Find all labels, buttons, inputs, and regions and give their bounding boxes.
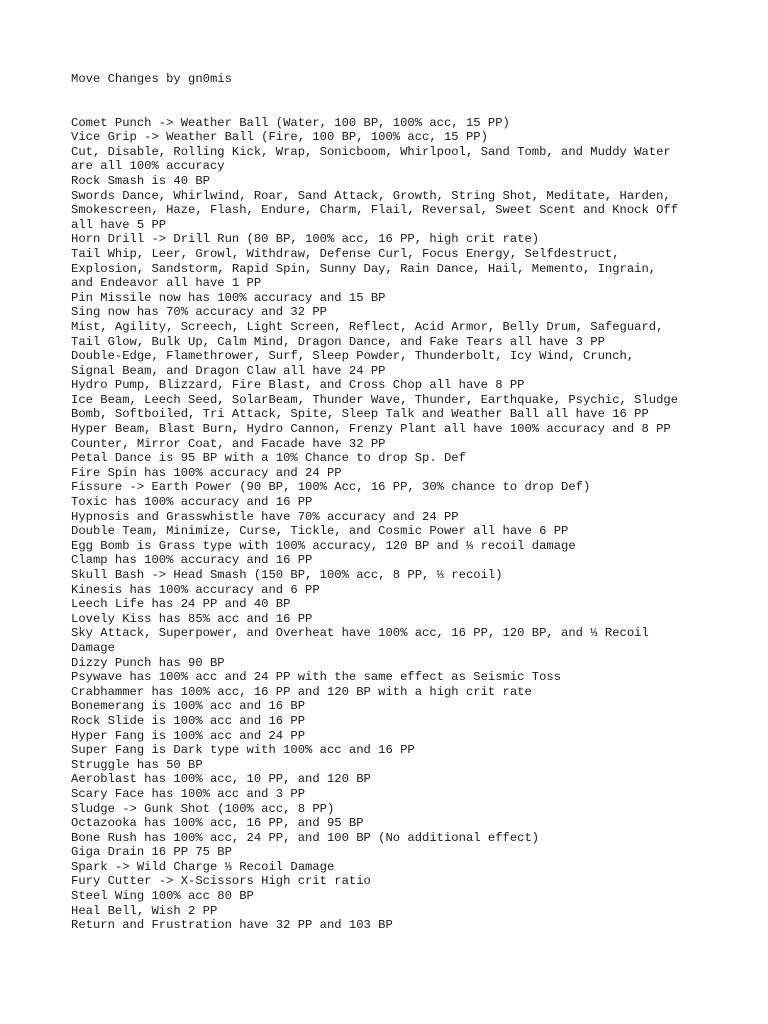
text-line: Bomb, Softboiled, Tri Attack, Spite, Sleep Talk and Weather Ball all have 16 PP: [71, 407, 649, 422]
text-line: Giga Drain 16 PP 75 BP: [71, 845, 232, 860]
move-changes-list: [71, 116, 731, 933]
text-line: Clamp has 100% accuracy and 16 PP: [71, 553, 313, 568]
text-line: Sing now has 70% accuracy and 32 PP: [71, 305, 327, 320]
text-line: Leech Life has 24 PP and 40 BP: [71, 597, 291, 612]
text-line: Explosion, Sandstorm, Rapid Spin, Sunny Day, Rain Dance, Hail, Memento, Ingrain,: [71, 261, 657, 276]
text-line: Petal Dance is 95 BP with a 10% Chance to drop Sp. Def: [71, 451, 466, 466]
text-line: Counter, Mirror Coat, and Facade have 32 PP: [71, 436, 386, 451]
document-title: Move Changes by gn0mis: [71, 72, 232, 86]
text-line: Struggle has 50 BP: [71, 757, 203, 772]
text-line: Super Fang is Dark type with 100% acc and 16 PP: [71, 743, 415, 758]
text-line: are all 100% accuracy: [71, 159, 225, 174]
text-line: Fury Cutter -> X-Scissors High crit ratio: [71, 874, 371, 889]
text-line: Hypnosis and Grasswhistle have 70% accuracy and 24 PP: [71, 509, 459, 524]
text-line: Kinesis has 100% accuracy and 6 PP: [71, 582, 320, 597]
text-line: and Endeavor all have 1 PP: [71, 276, 262, 291]
text-line: Sky Attack, Superpower, and Overheat have 100% acc, 16 PP, 120 BP, and ⅓ Recoil: [71, 626, 649, 641]
text-line: Mist, Agility, Screech, Light Screen, Reflect, Acid Armor, Belly Drum, Safeguard,: [71, 319, 664, 334]
text-line: Dizzy Punch has 90 BP: [71, 655, 225, 670]
text-line: Skull Bash -> Head Smash (150 BP, 100% acc, 8 PP, ⅓ recoil): [71, 568, 503, 582]
text-line: all have 5 PP: [71, 217, 167, 232]
text-line: Tail Glow, Bulk Up, Calm Mind, Dragon Dance, and Fake Tears all have 3 PP: [71, 334, 605, 349]
text-line: Rock Smash is 40 BP: [71, 173, 210, 188]
text-line: Spark -> Wild Charge ⅓ Recoil Damage: [71, 859, 335, 874]
text-line: Fire Spin has 100% accuracy and 24 PP: [71, 465, 342, 480]
text-line: Aeroblast has 100% acc, 10 PP, and 120 BP: [71, 772, 371, 787]
text-line: Hydro Pump, Blizzard, Fire Blast, and Cross Chop all have 8 PP: [71, 378, 525, 393]
text-line: Double-Edge, Flamethrower, Surf, Sleep Powder, Thunderbolt, Icy Wind, Crunch,: [71, 349, 635, 364]
text-line: Octazooka has 100% acc, 16 PP, and 95 BP: [71, 816, 364, 831]
text-line: Hyper Beam, Blast Burn, Hydro Cannon, Frenzy Plant all have 100% accuracy and 8 PP: [71, 422, 671, 437]
text-line: Cut, Disable, Rolling Kick, Wrap, Sonicboom, Whirlpool, Sand Tomb, and Muddy Water: [71, 144, 671, 159]
text-line: Smokescreen, Haze, Flash, Endure, Charm, Flail, Reversal, Sweet Scent and Knock Off: [71, 203, 679, 218]
text-line: Tail Whip, Leer, Growl, Withdraw, Defense Curl, Focus Energy, Selfdestruct,: [71, 246, 620, 261]
text-line: Psywave has 100% acc and 24 PP with the same effect as Seismic Toss: [71, 670, 562, 685]
text-line: Heal Bell, Wish 2 PP: [71, 903, 218, 918]
text-line: Signal Beam, and Dragon Claw all have 24 PP: [71, 363, 386, 378]
text-line: Scary Face has 100% acc and 3 PP: [71, 786, 306, 801]
text-line: Damage: [71, 640, 115, 655]
text-line: Pin Missile now has 100% accuracy and 15 BP: [71, 290, 386, 305]
text-line: Vice Grip -> Weather Ball (Fire, 100 BP, 100% acc, 15 PP): [71, 130, 488, 145]
text-line: Crabhammer has 100% acc, 16 PP and 120 BP with a high crit rate: [71, 684, 532, 699]
text-line: Fissure -> Earth Power (90 BP, 100% Acc, 16 PP, 30% chance to drop Def): [71, 480, 591, 495]
text-line: Toxic has 100% accuracy and 16 PP: [71, 495, 313, 510]
text-line: Horn Drill -> Drill Run (80 BP, 100% acc, 16 PP, high crit rate): [71, 232, 540, 247]
text-line: Ice Beam, Leech Seed, SolarBeam, Thunder Wave, Thunder, Earthquake, Psychic, Sludge: [71, 392, 679, 407]
text-line: Bonemerang is 100% acc and 16 BP: [71, 699, 306, 714]
text-line: Bone Rush has 100% acc, 24 PP, and 100 BP (No additional effect): [71, 830, 540, 845]
document-page: [71, 72, 731, 933]
text-line: Return and Frustration have 32 PP and 103 BP: [71, 918, 393, 933]
text-line: Swords Dance, Whirlwind, Roar, Sand Attack, Growth, String Shot, Meditate, Harden,: [71, 188, 671, 203]
text-line: Hyper Fang is 100% acc and 24 PP: [71, 728, 306, 743]
text-line: Egg Bomb is Grass type with 100% accuracy, 120 BP and ⅓ recoil damage: [71, 538, 576, 553]
text-line: Steel Wing 100% acc 80 BP: [71, 889, 254, 904]
text-line: Sludge -> Gunk Shot (100% acc, 8 PP): [71, 801, 335, 816]
text-line: Rock Slide is 100% acc and 16 PP: [71, 713, 306, 728]
text-line: Double Team, Minimize, Curse, Tickle, and Cosmic Power all have 6 PP: [71, 524, 569, 539]
text-line: Lovely Kiss has 85% acc and 16 PP: [71, 611, 313, 626]
text-line: Comet Punch -> Weather Ball (Water, 100 BP, 100% acc, 15 PP): [71, 115, 510, 130]
